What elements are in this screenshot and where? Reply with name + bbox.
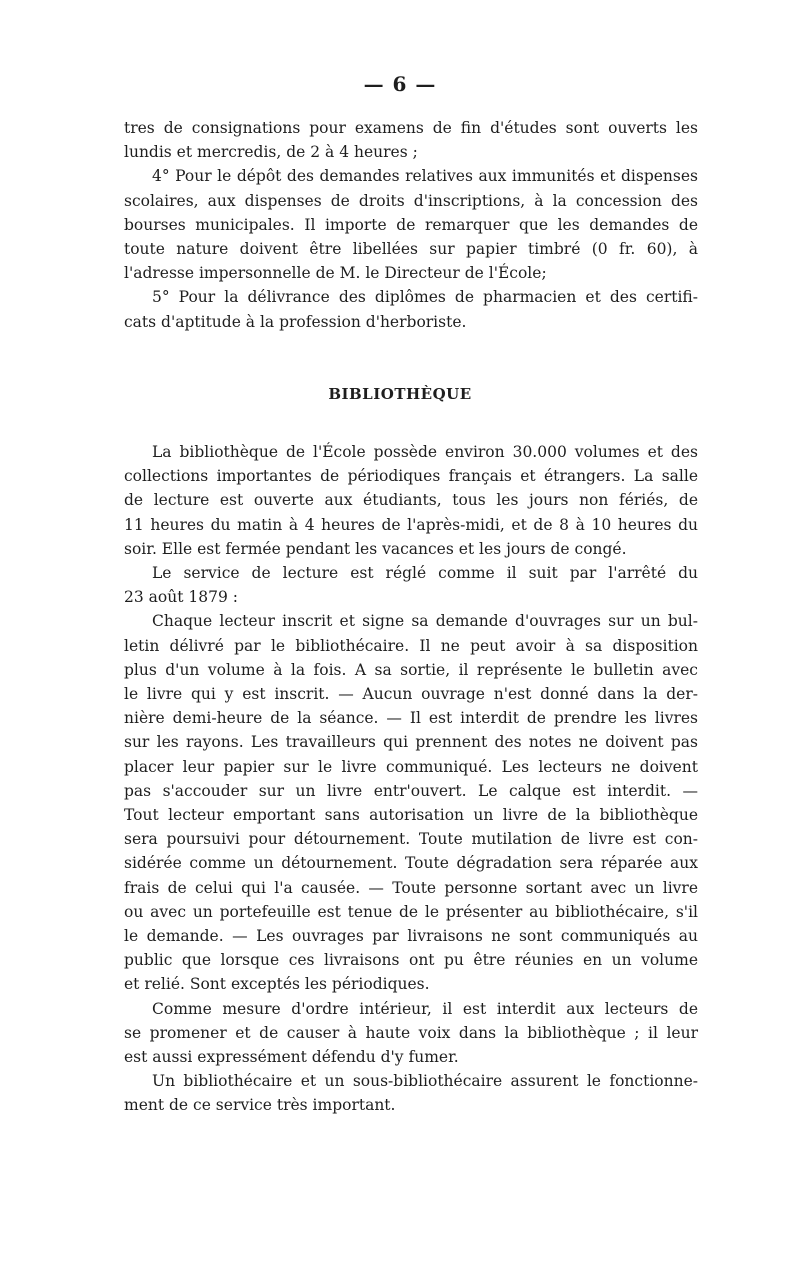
text-line: cats d'aptitude à la profession d'herboriste. <box>124 312 467 331</box>
text-line: scolaires, aux dispenses de droits d'inscriptions, à la concession des <box>124 191 698 210</box>
text-line: La bibliothèque de l'École possède environ 30.000 volumes et des <box>152 443 698 461</box>
text-line: bourses municipales. Il importe de remarquer que les demandes de <box>124 215 698 234</box>
text-line: 23 août 1879 : <box>124 588 238 607</box>
text-line: Tout lecteur emportant sans autorisation un livre de la bibliothèque <box>124 806 698 825</box>
text-line: letin délivré par le bibliothécaire. Il ne peut avoir à sa disposition <box>124 636 698 655</box>
text-line: Chaque lecteur inscrit et signe sa demande d'ouvrages sur un bul- <box>152 612 698 631</box>
paragraph-consignations <box>124 116 698 164</box>
top-text-block <box>124 116 698 334</box>
text-line: et relié. Sont exceptés les périodiques. <box>124 975 430 994</box>
text-line: ment de ce service très important. <box>124 1096 396 1115</box>
text-line: Un bibliothécaire et un sous-bibliothécaire assurent le fonctionne- <box>152 1072 698 1091</box>
text-line: lundis et mercredis, de 2 à 4 heures ; <box>124 143 418 162</box>
text-line: frais de celui qui l'a causée. — Toute personne sortant avec un livre <box>124 878 698 897</box>
text-line: sur les rayons. Les travailleurs qui prennent des notes ne doivent pas <box>124 733 698 752</box>
text-line: 4° Pour le dépôt des demandes relatives aux immunités et dispenses <box>152 167 698 186</box>
text-line: Le service de lecture est réglé comme il suit par l'arrêté du <box>152 564 698 583</box>
text-line: soir. Elle est fermée pendant les vacances et les jours de congé. <box>124 539 627 558</box>
text-line: sera poursuivi pour détournement. Toute mutilation de livre est con- <box>124 830 698 849</box>
paragraph-depot-demandes <box>124 164 698 285</box>
paragraph-bibliothecaires <box>124 1069 698 1117</box>
page-number: — 6 — <box>363 72 437 96</box>
text-line: collections importantes de périodiques français et étrangers. La salle <box>124 467 698 486</box>
paragraph-reglement <box>124 609 698 996</box>
text-line: sidérée comme un détournement. Toute dégradation sera réparée aux <box>124 854 698 873</box>
text-line: public que lorsque ces livraisons ont pu être réunies en un volume <box>124 951 698 970</box>
text-line: tres de consignations pour examens de fin d'études sont ouverts les <box>124 119 698 137</box>
text-line: nière demi-heure de la séance. — Il est interdit de prendre les livres <box>124 709 698 728</box>
text-line: Comme mesure d'ordre intérieur, il est interdit aux lecteurs de <box>152 999 698 1018</box>
section-heading-bibliotheque: BIBLIOTHÈQUE <box>328 385 472 403</box>
text-line: plus d'un volume à la fois. A sa sortie, il représente le bulletin avec <box>124 660 698 679</box>
text-line: ou avec un portefeuille est tenue de le présenter au bibliothécaire, s'il <box>124 902 698 921</box>
text-line: le livre qui y est inscrit. — Aucun ouvrage n'est donné dans la der- <box>124 685 698 704</box>
text-line: se promener et de causer à haute voix dans la bibliothèque ; il leur <box>124 1023 698 1042</box>
bottom-text-block <box>124 440 698 1118</box>
paragraph-ordre-interieur <box>124 997 698 1070</box>
text-line: de lecture est ouverte aux étudiants, tous les jours non fériés, de <box>124 491 698 510</box>
text-line: 11 heures du matin à 4 heures de l'après-midi, et de 8 à 10 heures du <box>124 515 698 534</box>
paragraph-service-lecture <box>124 561 698 609</box>
text-line: 5° Pour la délivrance des diplômes de pharmacien et des certifi- <box>152 288 698 307</box>
paragraph-bibliotheque-intro <box>124 440 698 561</box>
text-line: pas s'accouder sur un livre entr'ouvert. Le calque est interdit. — <box>124 781 698 800</box>
paragraph-diplomes <box>124 285 698 333</box>
text-line: est aussi expressément défendu d'y fumer. <box>124 1048 459 1067</box>
text-line: le demande. — Les ouvrages par livraisons ne sont communiqués au <box>124 927 698 946</box>
text-line: l'adresse impersonnelle de M. le Directeur de l'École; <box>124 264 547 283</box>
text-line: placer leur papier sur le livre communiqué. Les lecteurs ne doivent <box>124 757 698 776</box>
text-line: toute nature doivent être libellées sur papier timbré (0 fr. 60), à <box>124 240 698 259</box>
